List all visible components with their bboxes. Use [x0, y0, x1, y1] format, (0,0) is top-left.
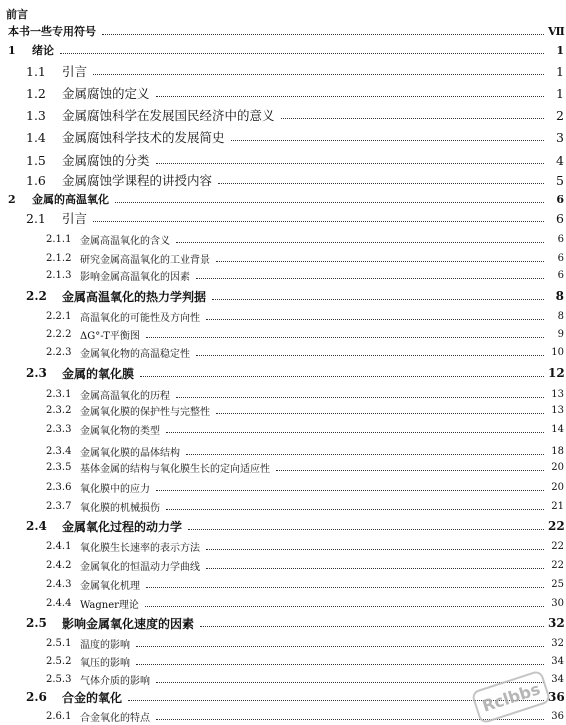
toc-leader-dots [212, 299, 544, 300]
toc-entry-title: 金属氧化物的类型 [80, 425, 160, 437]
toc-entry-page: 21 [551, 500, 564, 512]
toc-entry-number: 2.1 [26, 210, 46, 226]
toc-entry-number: 2.4.3 [46, 578, 72, 590]
toc-entry-page: 6 [557, 233, 564, 245]
toc-entry-title: 合金的氧化 [62, 690, 123, 705]
toc-entry-title: 金属高温氧化的历程 [80, 390, 170, 402]
toc-entry[interactable] [0, 84, 566, 102]
toc-entry-page: 12 [548, 366, 565, 380]
toc-entry-title: 金属氧化膜的保护性与完整性 [80, 406, 210, 418]
toc-entry-title: 金属氧化膜的晶体结构 [80, 447, 180, 459]
toc-entry-number: 1.6 [26, 172, 46, 188]
toc-entry-page: 25 [551, 578, 564, 590]
toc-entry-number: 2.1.2 [46, 252, 72, 264]
toc-leader-dots [166, 432, 544, 433]
toc-entry-page: 2 [556, 107, 564, 123]
toc-entry-page: 10 [551, 346, 564, 358]
toc-entry[interactable] [0, 670, 566, 688]
toc-entry-title: 氧化膜中的应力 [80, 483, 150, 495]
toc-entry-title: 温度的影响 [80, 639, 130, 651]
toc-leader-dots [216, 413, 544, 414]
toc-entry[interactable] [0, 652, 566, 670]
toc-entry[interactable] [0, 401, 566, 419]
toc-entry-number: 2.3.4 [46, 445, 72, 457]
toc-leader-dots [146, 337, 544, 338]
toc-entry-number: 2.3.3 [46, 423, 72, 435]
toc-entry-number: 1.4 [26, 129, 46, 145]
toc-entry-page: 22 [551, 559, 564, 571]
toc-entry-page: 8 [557, 310, 564, 322]
toc-entry-number: 2.2.2 [46, 328, 72, 340]
toc-entry[interactable] [0, 634, 566, 652]
toc-entry[interactable] [0, 190, 566, 208]
toc-entry-number: 2.3.2 [46, 404, 72, 416]
toc-entry-title: 引言 [62, 211, 88, 226]
toc-leader-dots [93, 221, 544, 222]
watermark-stamp: Rclbbs [471, 669, 552, 724]
toc-entry-number: 2.2.3 [46, 346, 72, 358]
toc-leader-dots [136, 646, 544, 647]
toc-leader-dots [102, 34, 544, 35]
toc-leader-dots [281, 118, 544, 119]
toc-entry[interactable] [0, 458, 566, 476]
toc-entry-number: 2.3.6 [46, 481, 72, 493]
toc-leader-dots [176, 242, 544, 243]
toc-entry-title: 合金氧化的特点 [80, 712, 150, 724]
toc-leader-dots [276, 470, 544, 471]
preface-heading: 前言 [6, 8, 28, 21]
toc-entry-page: 14 [551, 423, 564, 435]
toc-entry[interactable] [0, 575, 566, 593]
toc-entry-title: 高温氧化的可能性及方向性 [80, 312, 200, 324]
toc-entry-number: 2.1.3 [46, 269, 72, 281]
toc-entry-title: 金属的高温氧化 [32, 193, 109, 206]
toc-entry-page: 22 [551, 540, 564, 552]
toc-entry-page: 34 [551, 673, 564, 685]
toc-entry-page: 36 [548, 690, 565, 704]
toc-entry-page: 3 [556, 129, 564, 145]
toc-entry-number: 1.3 [26, 107, 46, 123]
toc-entry-title: 金属高温氧化的热力学判据 [62, 289, 207, 304]
toc-entry[interactable] [0, 62, 566, 80]
toc-entry-title: 气体介质的影响 [80, 675, 150, 687]
toc-entry-page: 6 [557, 269, 564, 281]
toc-entry-title: 金属高温氧化的含义 [80, 235, 170, 247]
toc-entry-number: 2.2 [26, 289, 47, 303]
toc-entry-title: 金属氧化物的高温稳定性 [80, 348, 190, 360]
toc-entry-title: 影响金属氧化速度的因素 [62, 616, 195, 631]
toc-leader-dots [216, 261, 544, 262]
toc-entry[interactable] [0, 230, 566, 248]
toc-entry-number: 2.3 [26, 366, 47, 380]
toc-entry-title: 金属氧化的恒温动力学曲线 [80, 561, 200, 573]
toc-entry-number: 2.6 [26, 690, 47, 704]
toc-entry-page: 13 [551, 404, 564, 416]
toc-leader-dots [186, 454, 544, 455]
toc-entry[interactable] [0, 478, 566, 496]
toc-entry-page: 1 [556, 85, 564, 101]
toc-leader-dots [156, 490, 544, 491]
toc-entry-page: 8 [555, 289, 564, 303]
toc-entry-page: 5 [556, 172, 564, 188]
toc-entry-title: 金属腐蚀学课程的讲授内容 [62, 173, 213, 188]
toc-leader-dots [206, 549, 544, 550]
toc-leader-dots [140, 376, 544, 377]
toc-entry-title: 金属氧化过程的动力学 [62, 519, 183, 534]
toc-entry-page: 6 [557, 252, 564, 264]
toc-entry[interactable] [0, 594, 566, 612]
toc-leader-dots [206, 319, 544, 320]
toc-entry[interactable] [0, 307, 566, 325]
toc-entry[interactable] [0, 22, 566, 40]
toc-entry[interactable] [0, 128, 566, 146]
toc-entry[interactable] [0, 364, 566, 382]
toc-entry-number: 2.4.4 [46, 597, 72, 609]
toc-entry-number: 2.5.2 [46, 655, 72, 667]
toc-entry-page: 4 [556, 152, 564, 168]
toc-entry-page: 32 [548, 616, 565, 630]
toc-entry[interactable] [0, 343, 566, 361]
toc-leader-dots [136, 664, 544, 665]
toc-entry-number: 2.5.3 [46, 673, 72, 685]
toc-leader-dots [146, 587, 544, 588]
toc-entry[interactable] [0, 614, 566, 632]
toc-entry-page: 13 [551, 388, 564, 400]
toc-entry-number: 1.1 [26, 63, 46, 79]
toc-entry-page: 9 [557, 328, 564, 340]
toc-leader-dots [93, 74, 544, 75]
toc-entry-number: 2.4 [26, 519, 47, 533]
toc-entry-title: 影响金属高温氧化的因素 [80, 271, 190, 283]
toc-leader-dots [188, 529, 544, 530]
toc-leader-dots [115, 202, 544, 203]
toc-entry-title: 金属腐蚀科学技术的发展简史 [62, 130, 225, 145]
toc-entry-page: 22 [548, 519, 565, 533]
toc-entry-title: 金属腐蚀的分类 [62, 153, 150, 168]
toc-entry-page: 6 [556, 192, 564, 206]
toc-entry-page: 30 [551, 597, 564, 609]
toc-leader-dots [166, 509, 544, 510]
toc-entry-title: 金属的氧化膜 [62, 366, 135, 381]
toc-entry-title: 本书一些专用符号 [8, 25, 96, 38]
toc-entry-page: 20 [551, 481, 564, 493]
toc-entry-title: 绪论 [32, 44, 54, 57]
toc-leader-dots [156, 96, 544, 97]
toc-entry-number: 1.2 [26, 85, 46, 101]
toc-entry-number: 2.2.1 [46, 310, 72, 322]
toc-entry[interactable] [0, 325, 566, 343]
toc-entry-page: 34 [551, 655, 564, 667]
toc-entry-title: Wagner理论 [80, 599, 139, 611]
toc-entry-page: Ⅶ [548, 24, 565, 38]
toc-entry-number: 2.5.1 [46, 637, 72, 649]
toc-leader-dots [156, 682, 544, 683]
toc-entry-number: 1 [8, 43, 16, 57]
toc-entry[interactable] [0, 151, 566, 169]
toc-leader-dots [196, 355, 544, 356]
toc-leader-dots [231, 140, 544, 141]
toc-entry-title: 氧化膜的机械损伤 [80, 502, 160, 514]
toc-entry[interactable] [0, 266, 566, 284]
toc-entry-number: 1.5 [26, 152, 46, 168]
toc-entry[interactable] [0, 171, 566, 189]
toc-entry-title: 研究金属高温氧化的工业背景 [80, 254, 210, 266]
toc-entry-title: 引言 [62, 64, 88, 79]
toc-entry-page: 36 [551, 710, 564, 722]
toc-entry-page: 32 [551, 637, 564, 649]
toc-entry[interactable] [0, 517, 566, 535]
toc-entry-title: 氧化膜生长速率的表示方法 [80, 542, 200, 554]
toc-entry-page: 6 [556, 210, 564, 226]
toc-entry-title: 金属氧化机理 [80, 580, 140, 592]
toc-entry-number: 2.4.2 [46, 559, 72, 571]
toc-entry-page: 1 [556, 43, 564, 57]
toc-leader-dots [176, 397, 544, 398]
toc-entry[interactable] [0, 287, 566, 305]
toc-entry-title: 氧压的影响 [80, 657, 130, 669]
toc-leader-dots [200, 626, 544, 627]
toc-entry-number: 2.5 [26, 616, 47, 630]
toc-entry-number: 2.6.1 [46, 710, 72, 722]
toc-entry-page: 20 [551, 461, 564, 473]
toc-entry-title: 金属腐蚀科学在发展国民经济中的意义 [62, 108, 275, 123]
toc-entry-title: 金属腐蚀的定义 [62, 86, 150, 101]
toc-entry-number: 2.4.1 [46, 540, 72, 552]
toc-leader-dots [206, 568, 544, 569]
toc-entry[interactable] [0, 249, 566, 267]
toc-entry[interactable] [0, 209, 566, 227]
toc-entry-number: 2.1.1 [46, 233, 72, 245]
toc-entry-title: ΔG°-T平衡图 [80, 330, 140, 342]
toc-entry[interactable] [0, 41, 566, 59]
toc-entry[interactable] [0, 497, 566, 515]
toc-entry[interactable] [0, 106, 566, 124]
toc-entry[interactable] [0, 420, 566, 438]
toc-leader-dots [60, 53, 544, 54]
toc-entry-number: 2 [8, 192, 16, 206]
toc-entry-number: 2.3.7 [46, 500, 72, 512]
toc-entry-number: 2.3.5 [46, 461, 72, 473]
toc-leader-dots [156, 163, 544, 164]
toc-entry-title: 基体金属的结构与氧化膜生长的定向适应性 [80, 463, 270, 475]
toc-leader-dots [218, 183, 544, 184]
toc-entry-page: 18 [551, 445, 564, 457]
toc-entry[interactable] [0, 556, 566, 574]
toc-leader-dots [145, 606, 544, 607]
toc-entry-number: 2.3.1 [46, 388, 72, 400]
toc-entry[interactable] [0, 537, 566, 555]
toc-entry-page: 1 [556, 63, 564, 79]
toc-leader-dots [196, 278, 544, 279]
